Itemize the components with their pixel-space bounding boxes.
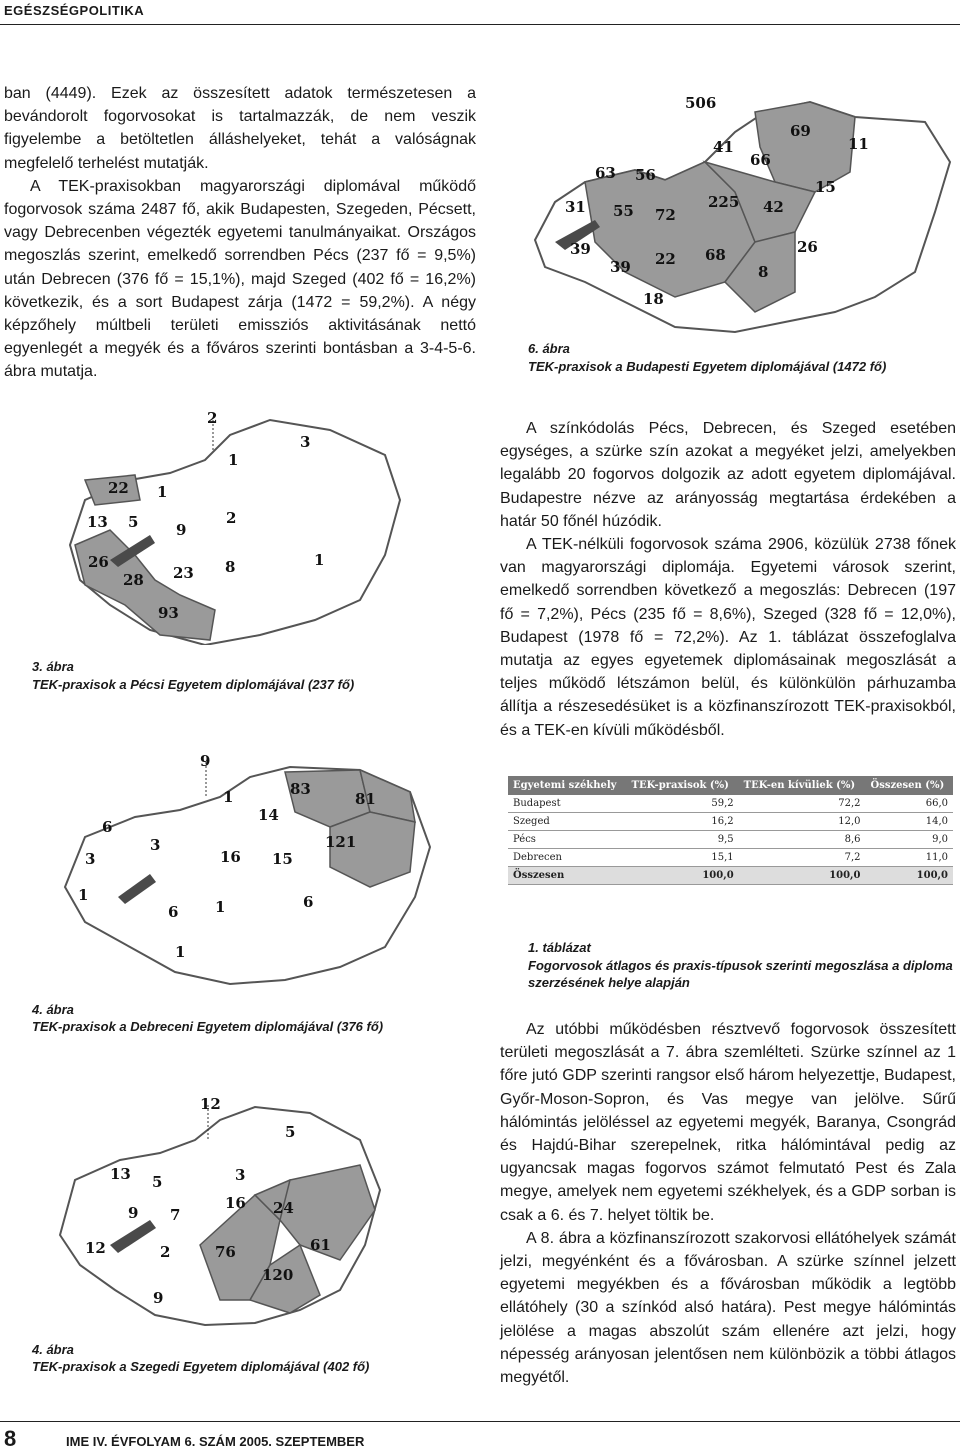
paragraph: A 8. ábra a közfinanszírozott szakorvosi ellátóhelyek számát jelzi, megyénként és a fővárosban. A szürke színnel jelzett egyetemi megyékben és a fővárosban működik a legtöbb ellátóhely (30 a színkód alsó határa). Pest megye hálómintás jelölése a magas abszolút szám ellenére azt jelzi, hogy népesség arányosan jelentősen nem különbözik a többi átlagos megyétől. <box>500 1229 956 1387</box>
map-label: 2 <box>160 1243 171 1261</box>
table-header: Egyetemi székhely <box>508 776 627 795</box>
table-cell: Budapest <box>508 795 627 813</box>
map-label: 6 <box>102 818 113 836</box>
table-cell: 66,0 <box>866 795 953 813</box>
paragraph: ban (4449). Ezek az összesített adatok természetesen a bevándorolt fogorvosokat is tartalmazzák, de nem veszik figyelembe a betöltetlen álláshelyeket, tehát a valóságnak megfelelő terhelést mutatják. <box>4 85 476 172</box>
map-label: 9 <box>153 1289 164 1307</box>
map-label: 31 <box>565 198 586 216</box>
map-label: 13 <box>110 1165 131 1183</box>
map-label: 9 <box>128 1204 139 1222</box>
map-label: 16 <box>220 848 241 866</box>
map-label: 5 <box>285 1123 296 1141</box>
header-rule <box>0 24 960 25</box>
map-label: 28 <box>123 571 144 589</box>
map-label: 8 <box>758 263 769 281</box>
map-label: 16 <box>225 1194 246 1212</box>
map-label: 3 <box>150 836 161 854</box>
table-cell: Összesen <box>508 867 627 885</box>
table-cell: Szeged <box>508 813 627 831</box>
map-label: 1 <box>223 788 234 806</box>
map-label: 9 <box>200 752 211 770</box>
table-cell: 100,0 <box>627 867 739 885</box>
map-label: 11 <box>848 135 869 153</box>
table-cell: 59,2 <box>627 795 739 813</box>
paragraph: A színkódolás Pécs, Debrecen, és Szeged esetében egységes, a szürke szín azokat a megyéket jelzi, amelyekben legalább 20 fogorvos dolgozik az adott egyetem diplomájával. Budapestre nézve az arányosság megtartása érdekében a határ 50 főnél húzódik. <box>500 420 956 530</box>
page-number: 8 <box>4 1426 17 1451</box>
journal-info: IME IV. ÉVFOLYAM 6. SZÁM 2005. SZEPTEMBER <box>66 1434 365 1449</box>
left-top-text <box>4 82 476 384</box>
paragraph: Az utóbbi működésben résztvevő fogorvosok összesített területi megoszlását a 7. ábra szemlélteti. Szürke színnel az 1 főre jutó GDP szerinti rangsor első három helyezettje, Budapest, Győr-Moson-Sopron, és Vas megye van jelölve. Sűrű hálómintás jelöléssel az egyetemi megyék, Baranya, Csongrád és Hajdú-Bihar szerepelnek, ritka hálómintával pedig az ugyancsak magas fogorvos számot felmutató Pest és Zala megye, amelyek nem egyetemi székhelyek, és a GDP sorban is csak a 6. és 7. helyet töltik be. <box>500 1021 956 1224</box>
map-labels <box>525 92 957 337</box>
map-label: 41 <box>713 138 734 156</box>
table-row <box>508 795 953 813</box>
table-row <box>508 813 953 831</box>
map-label: 66 <box>750 151 771 169</box>
map-label: 12 <box>85 1239 106 1257</box>
map-label: 26 <box>797 238 818 256</box>
section-title: EGÉSZSÉGPOLITIKA <box>4 3 145 18</box>
map-label: 5 <box>128 513 139 531</box>
map-label: 3 <box>235 1166 246 1184</box>
map-label: 8 <box>225 558 236 576</box>
map-label: 1 <box>314 551 325 569</box>
table-header: TEK-praxisok (%) <box>627 776 739 795</box>
map-label: 93 <box>158 604 179 622</box>
map-label: 120 <box>262 1266 294 1284</box>
table-cell: 11,0 <box>866 849 953 867</box>
map-label: 24 <box>273 1199 294 1217</box>
map-label: 6 <box>303 893 314 911</box>
footer-rule <box>0 1421 960 1422</box>
map-label: 39 <box>610 258 631 276</box>
map-label: 14 <box>258 806 279 824</box>
map-label: 13 <box>87 513 108 531</box>
map-labels <box>40 1085 390 1330</box>
figure-number: 4. ábra <box>32 1342 74 1357</box>
map-label: 9 <box>176 521 187 539</box>
table-cell: 12,0 <box>739 813 866 831</box>
figure-title: TEK-praxisok a Debreceni Egyetem diplomájával (376 fő) <box>32 1019 384 1034</box>
map-label: 42 <box>763 198 784 216</box>
right-bottom-text <box>500 1018 956 1389</box>
map-label: 76 <box>215 1243 236 1261</box>
figure-number: 6. ábra <box>528 341 570 356</box>
map-label: 1 <box>228 451 239 469</box>
map-labels <box>40 752 440 987</box>
map-label: 22 <box>655 250 676 268</box>
map-label: 15 <box>815 178 836 196</box>
table-cell: 16,2 <box>627 813 739 831</box>
map-label: 63 <box>595 164 616 182</box>
map-label: 5 <box>152 1173 163 1191</box>
figure-title: TEK-praxisok a Budapesti Egyetem diplomájával (1472 fő) <box>528 359 887 374</box>
table-cell: 72,2 <box>739 795 866 813</box>
data-table <box>508 776 953 885</box>
map-label: 68 <box>705 246 726 264</box>
figure-debrecen-map <box>40 752 440 987</box>
map-label: 18 <box>643 290 664 308</box>
table-cell: 15,1 <box>627 849 739 867</box>
map-label: 7 <box>170 1206 181 1224</box>
table-row <box>508 849 953 867</box>
table-cell: Debrecen <box>508 849 627 867</box>
paragraph: A TEK-nélküli fogorvosok száma 2906, közülük 2738 főnek van magyarországi diplomája. Egyetemi városok szerint, emelkedő sorrendben következő a megoszlás: Debrecen (197 fő = 7,2%), Pécs (235 fő = 8,6%), Szeged (328 fő = 12,0%), Budapest (1978 fő = 72,2%). Az 1. táblázat összefoglalva mutatja az egyes egyetemek diplomásainak megoszlását a teljes működő létszámon belül, és különkülön párhuzamba állítja a részesedésüket is a közfinanszírozott TEK-praxisokból, és a TEK-en kívüli működésből. <box>500 536 956 739</box>
map-label: 121 <box>325 833 357 851</box>
map-label: 81 <box>355 790 376 808</box>
map-label: 506 <box>685 94 717 112</box>
map-label: 1 <box>175 943 186 961</box>
table-number: 1. táblázat <box>528 940 591 955</box>
map-label: 1 <box>215 898 226 916</box>
map-label: 69 <box>790 122 811 140</box>
table-cell: 14,0 <box>866 813 953 831</box>
table-row <box>508 831 953 849</box>
map-label: 61 <box>310 1236 331 1254</box>
map-label: 26 <box>88 553 109 571</box>
map-label: 3 <box>300 433 311 451</box>
table-cell: 9,0 <box>866 831 953 849</box>
table-cell: 8,6 <box>739 831 866 849</box>
map-label: 1 <box>78 886 89 904</box>
table-cell: 100,0 <box>866 867 953 885</box>
map-labels <box>30 405 410 645</box>
figure-pecs-map <box>30 405 410 645</box>
figure-number: 3. ábra <box>32 659 74 674</box>
right-mid-text <box>500 417 956 742</box>
table-header: Összesen (%) <box>866 776 953 795</box>
paragraph: A TEK-praxisokban magyarországi diplomával működő fogorvosok száma 2487 fő, akik Budapesten, Szegeden, Pécsett, vagy Debrecenben végezték egyetemi tanulmányaikat. Országos megoszlás szerint, emelkedő sorrendben Pécs (237 fő = 9,5%) után Debrecen (376 fő = 15,1%), majd Szeged (402 fő = 16,2%) következik, és a sort Budapest zárja (1472 = 59,2%). A négy képzőhely múltbeli területi emissziós aktivitásának nettó egyenlegét a megyék és a főváros szerinti bontásban a 3-4-5-6. ábra mutatja. <box>4 177 476 381</box>
table-cell: 100,0 <box>739 867 866 885</box>
map-label: 3 <box>85 850 96 868</box>
table-total-row <box>508 867 953 885</box>
figure-budapest-map <box>525 92 957 337</box>
map-label: 56 <box>635 166 656 184</box>
table-cell: 7,2 <box>739 849 866 867</box>
map-label: 2 <box>207 409 218 427</box>
table-title: Fogorvosok átlagos és praxis-típusok szerinti megoszlása a diploma szerzésének helye alapján <box>528 958 953 990</box>
table-header: TEK-en kívüliek (%) <box>739 776 866 795</box>
map-label: 12 <box>200 1095 221 1113</box>
table-cell: 9,5 <box>627 831 739 849</box>
figure-szeged-map <box>40 1085 390 1330</box>
map-label: 55 <box>613 202 634 220</box>
map-label: 72 <box>655 206 676 224</box>
map-label: 83 <box>290 780 311 798</box>
map-label: 1 <box>157 483 168 501</box>
map-label: 225 <box>708 193 740 211</box>
map-label: 22 <box>108 479 129 497</box>
table-cell: Pécs <box>508 831 627 849</box>
map-label: 23 <box>173 564 194 582</box>
figure-title: TEK-praxisok a Szegedi Egyetem diplomájával (402 fő) <box>32 1359 370 1374</box>
map-label: 39 <box>570 240 591 258</box>
figure-number: 4. ábra <box>32 1002 74 1017</box>
map-label: 2 <box>226 509 237 527</box>
figure-title: TEK-praxisok a Pécsi Egyetem diplomájával (237 fő) <box>32 677 355 692</box>
map-label: 15 <box>272 850 293 868</box>
map-label: 6 <box>168 903 179 921</box>
